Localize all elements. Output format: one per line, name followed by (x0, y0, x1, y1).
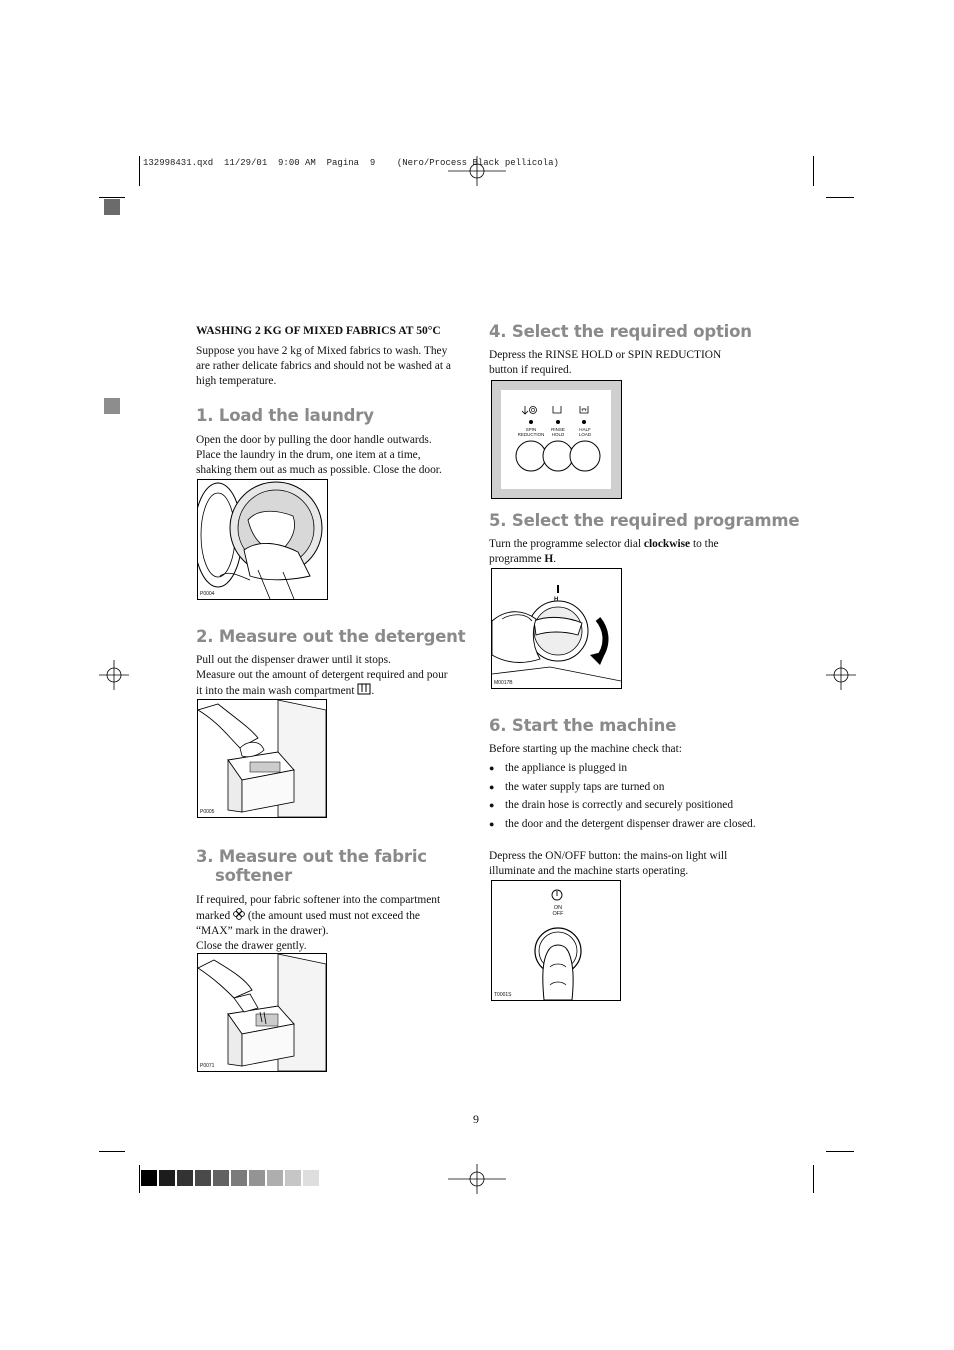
crop-mark (826, 1151, 854, 1152)
half-load-icon (580, 406, 588, 413)
panel-label: LOAD (578, 432, 592, 437)
step6-title: 6. Start the machine (489, 716, 677, 735)
figure-code: P0005 (200, 809, 215, 815)
illustration-load-laundry (197, 479, 328, 600)
crop-mark (826, 197, 854, 198)
intro-heading: WASHING 2 KG OF MIXED FABRICS AT 50°C (196, 324, 441, 337)
illustration-detergent-drawer (197, 699, 327, 818)
figure-code: T0001S (494, 992, 512, 998)
figure-code: P0071 (200, 1063, 215, 1069)
panel-label: HOLD (551, 432, 565, 437)
step2-text: Pull out the dispenser drawer until it stops. Measure out the amount of detergent required and pour it into the main wash compartment . (196, 654, 448, 697)
off-label: OFF (552, 911, 564, 917)
intro-text: Suppose you have 2 kg of Mixed fabrics to wash. They are rather delicate fabrics and should not be washed at a high temperature. (196, 345, 451, 387)
rinse-hold-icon (553, 406, 561, 413)
crop-mark (813, 156, 814, 186)
step5-title: 5. Select the required programme (489, 511, 800, 530)
registration-mark-left (99, 660, 129, 690)
illustration-softener-drawer (197, 953, 327, 1072)
step6-intro: Before starting up the machine check that: (489, 743, 682, 755)
gray-square-marker (104, 199, 120, 215)
illustration-on-off-button (491, 880, 621, 1001)
step4-text: Depress the RINSE HOLD or SPIN REDUCTION button if required. (489, 349, 722, 376)
spin-reduction-button (516, 441, 546, 471)
on-label: ON (553, 905, 563, 911)
spin-reduction-icon (522, 406, 537, 414)
list-item: ● the water supply taps are turned on (489, 780, 759, 795)
step1-text: Open the door by pulling the door handle outwards. Place the laundry in the drum, one item at a time, shaking them out as much as possible. Close the door. (196, 434, 442, 476)
figure-code: P0004 (200, 591, 215, 597)
power-icon (552, 890, 562, 900)
step6-checklist (489, 761, 759, 835)
illustration-option-panel (491, 380, 622, 499)
list-item: ● the drain hose is correctly and securely positioned (489, 798, 759, 813)
registration-mark-top (448, 156, 506, 186)
step5-text: Turn the programme selector dial clockwise to the programme H. (489, 538, 719, 565)
step1-title: 1. Load the laundry (196, 406, 374, 425)
step6-after-text: Depress the ON/OFF button: the mains-on light will illuminate and the machine starts operating. (489, 850, 728, 877)
step3-text: If required, pour fabric softener into the compartment marked (the amount used must not exceed the “MAX” mark in the drawer). Close the drawer gently. (196, 894, 441, 952)
list-item: ● the door and the detergent dispenser drawer are closed. (489, 817, 759, 832)
illustration-programme-dial (491, 568, 622, 689)
panel-label: HALF (579, 427, 591, 432)
panel-label: SPIN (525, 427, 537, 432)
list-item: ● the appliance is plugged in (489, 761, 759, 776)
page-number: 9 (473, 1112, 479, 1126)
crop-mark (813, 1165, 814, 1193)
fabric-softener-flower-icon (233, 908, 245, 920)
main-wash-compartment-icon (357, 683, 371, 695)
crop-mark (99, 1151, 125, 1152)
file-info-header: 132998431.qxd 11/29/01 9:00 AM Pagina 9 (Nero/Process Black pellicola) (143, 158, 559, 168)
step3-title: 3. Measure out the fabric softener (196, 847, 427, 885)
crop-mark (99, 197, 125, 198)
gray-square-marker (104, 398, 120, 414)
dial-letter: H (554, 597, 559, 603)
indicator-led (529, 420, 533, 424)
registration-mark-right (826, 660, 856, 690)
crop-mark (139, 156, 140, 186)
half-load-button (570, 441, 600, 471)
panel-label: RINSE (551, 427, 565, 432)
figure-code: M0017B (494, 680, 513, 686)
grayscale-strip (141, 1170, 323, 1186)
indicator-led (556, 420, 560, 424)
indicator-led (582, 420, 586, 424)
crop-mark (139, 1165, 140, 1193)
step2-title: 2. Measure out the detergent (196, 627, 466, 646)
rinse-hold-button (543, 441, 573, 471)
registration-mark-bottom (448, 1164, 506, 1194)
step4-title: 4. Select the required option (489, 322, 752, 341)
panel-label: REDUCTION (517, 432, 545, 437)
